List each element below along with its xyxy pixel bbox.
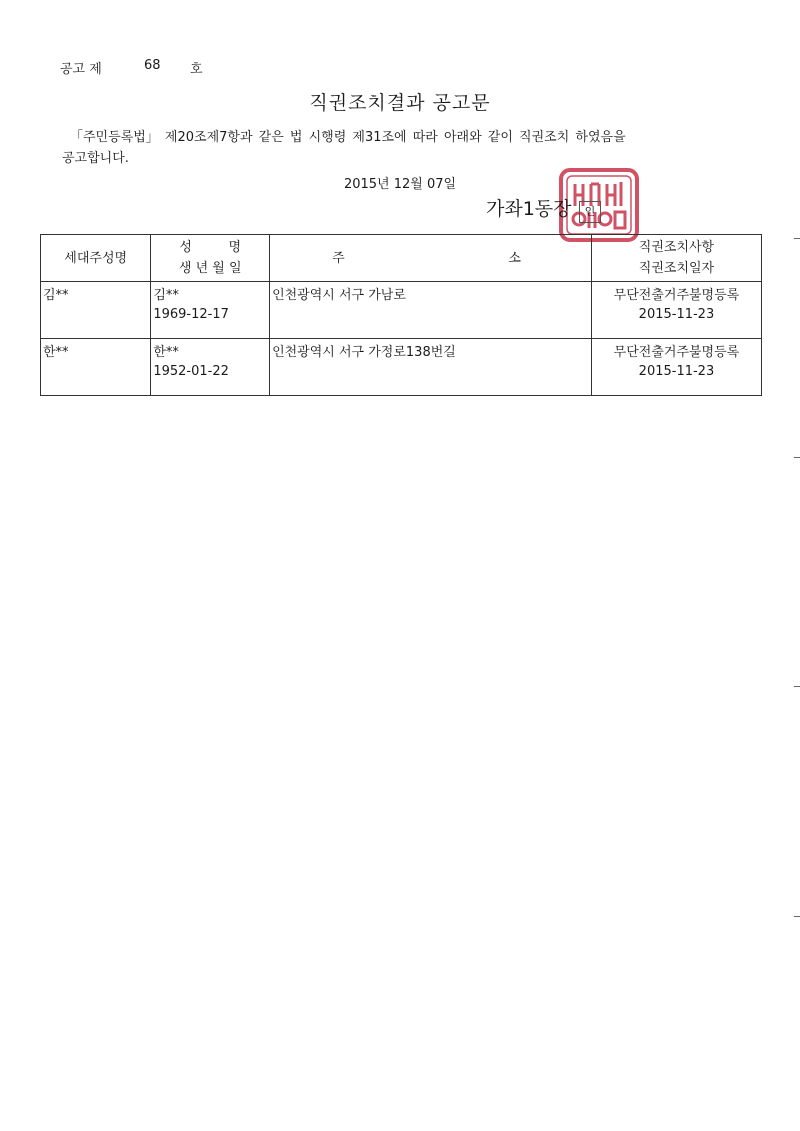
notice-number-suffix: 호: [190, 62, 203, 77]
header-address: [270, 235, 592, 282]
scan-edge-mark: [794, 238, 800, 239]
row-name-birth: [151, 339, 270, 396]
row-birth: 1952-01-22: [153, 364, 229, 379]
table-header-row: [41, 235, 762, 282]
header-action: [591, 235, 761, 282]
header-action-date: 직권조치일자: [638, 261, 715, 276]
row-action-date: 2015-11-23: [638, 364, 715, 379]
scan-edge-mark: [794, 916, 800, 917]
row-action: [591, 339, 761, 396]
notice-number-value: 68: [144, 58, 161, 73]
row-action-type: 무단전출거주불명등록: [613, 345, 740, 360]
notice-body-line-1: 「주민등록법」 제20조제7항과 같은 법 시행령 제31조에 따라 아래와 같이 직권조치 하였음을: [70, 130, 626, 145]
row-action-type: 무단전출거주불명등록: [613, 288, 740, 303]
table-row: [41, 282, 762, 339]
row-action-date: 2015-11-23: [638, 307, 715, 322]
header-name-part-1: 성: [179, 240, 192, 255]
row-name: 김**: [153, 288, 179, 303]
header-name-part-2: 명: [228, 240, 242, 255]
header-address-part-1: 주: [332, 250, 345, 266]
row-address: 인천광역시 서구 가정로138번길: [270, 339, 592, 396]
table-row: [41, 339, 762, 396]
notice-body-line-2: 공고합니다.: [62, 151, 129, 166]
row-action: [591, 282, 761, 339]
roster-table: [40, 234, 762, 396]
header-action-type: 직권조치사항: [638, 240, 715, 255]
header-name: [151, 237, 269, 258]
header-name-birth: [151, 235, 270, 282]
issuer-name: 가좌1동장: [486, 198, 572, 220]
header-address-part-2: 소: [508, 250, 521, 266]
row-householder: 김**: [41, 282, 151, 339]
page-title: 직권조치결과 공고문: [309, 92, 491, 114]
row-name-birth: [151, 282, 270, 339]
notice-number-prefix: 공고 제: [60, 62, 102, 77]
header-birth: 생 년 월 일: [178, 261, 242, 276]
row-birth: 1969-12-17: [153, 307, 229, 322]
notice-date: 2015년 12월 07일: [343, 177, 457, 192]
scan-edge-mark: [794, 686, 800, 687]
row-address: 인천광역시 서구 가남로: [270, 282, 592, 339]
issuer-seal-mark: 인: [579, 201, 601, 223]
notice-body: [62, 127, 752, 169]
scan-edge-mark: [794, 457, 800, 458]
row-name: 한**: [153, 345, 179, 360]
header-householder: 세대주성명: [41, 235, 151, 282]
row-householder: 한**: [41, 339, 151, 396]
